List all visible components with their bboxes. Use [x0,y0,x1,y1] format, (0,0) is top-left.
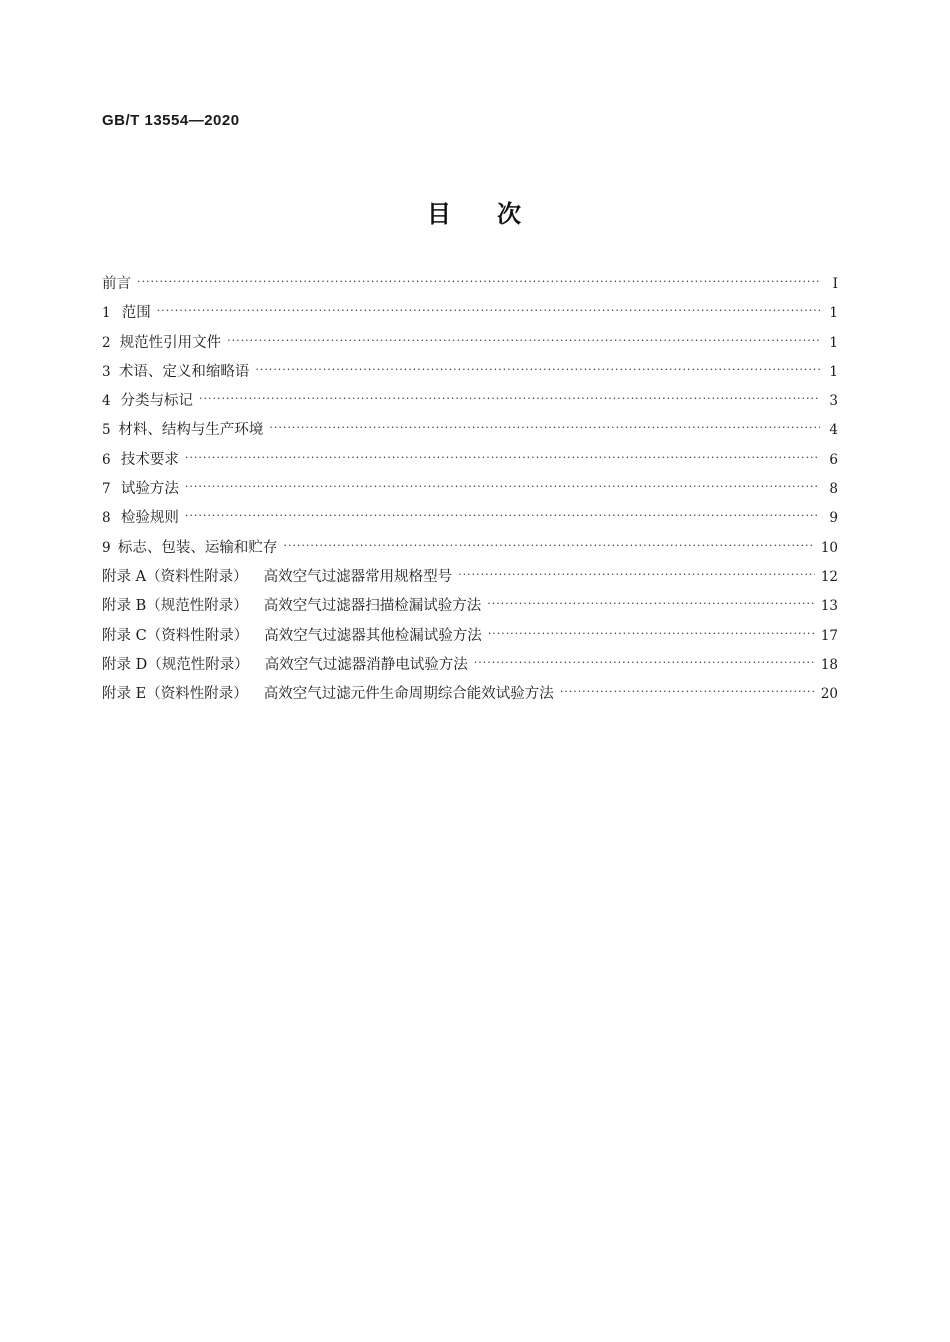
toc-entry-appendix-d[interactable] [102,651,838,680]
toc-entry-9[interactable] [102,534,838,563]
toc-entry-page: 10 [820,539,838,556]
toc-appendix-label: 附录 E（资料性附录） [102,686,248,703]
toc-appendix-label: 附录 D（规范性附录） [102,656,249,673]
toc-title-right: 次 [497,200,523,228]
toc-entry-number: 2 [102,334,111,351]
toc-entry-number: 5 [102,422,111,439]
toc-entry-appendix-b[interactable] [102,592,838,621]
toc-leader-dots [474,648,815,677]
toc-entry-page: 1 [829,363,838,380]
toc-entry-page: 8 [829,481,838,498]
toc-entry-5[interactable] [102,416,838,445]
toc-entry-page: 17 [820,627,838,644]
toc-entry-number: 6 [102,451,111,468]
toc-appendix-title: 高效空气过滤元件生命周期综合能效试验方法 [263,686,554,703]
toc-entry-appendix-c[interactable] [102,622,838,651]
toc-entry-page: 18 [820,656,838,673]
toc-appendix-label: 附录 A（资料性附录） [102,568,248,585]
toc-entry-number: 8 [102,510,111,527]
toc-entry-appendix-a[interactable] [102,563,838,592]
toc-entry-number: 4 [102,393,111,410]
toc-entry-1[interactable] [102,299,838,328]
toc-entry-label: 试验方法 [120,481,179,498]
toc-leader-dots [487,589,815,618]
toc-title [0,194,950,229]
toc-leader-dots [560,677,815,706]
toc-entry-page: 3 [829,393,838,410]
toc-entry-page: 12 [820,568,838,585]
toc-leader-dots [269,413,820,442]
toc-leader-dots [227,326,820,355]
toc-leader-dots [283,531,814,560]
toc-list [102,270,838,709]
toc-entry-7[interactable] [102,475,838,504]
toc-leader-dots [185,443,820,472]
toc-entry-label: 标志、包装、运输和贮存 [117,539,278,556]
toc-appendix-title: 高效空气过滤器消静电试验方法 [264,656,468,673]
toc-entry-appendix-e[interactable] [102,680,838,709]
toc-leader-dots [157,296,820,325]
toc-leader-dots [255,355,820,384]
toc-entry-number: 3 [102,363,111,380]
toc-leader-dots [488,619,815,648]
toc-entry-page: 6 [829,451,838,468]
toc-entry-label: 前言 [102,276,131,292]
toc-entry-label: 规范性引用文件 [119,334,222,351]
toc-entry-label: 范围 [121,305,151,322]
toc-entry-page: 13 [820,598,838,615]
toc-entry-2[interactable] [102,329,838,358]
toc-leader-dots [199,384,820,413]
toc-entry-number: 1 [102,305,111,322]
toc-title-left: 目 [427,200,453,228]
toc-leader-dots [137,267,820,296]
toc-entry-page: 1 [829,305,838,322]
toc-appendix-title: 高效空气过滤器常用规格型号 [263,568,453,585]
toc-entry-4[interactable] [102,387,838,416]
toc-entry-foreword[interactable] [102,270,838,299]
toc-appendix-label: 附录 C（资料性附录） [102,627,249,644]
document-code: GB/T 13554—2020 [102,112,240,129]
toc-appendix-title: 高效空气过滤器其他检漏试验方法 [264,627,482,644]
toc-appendix-title: 高效空气过滤器扫描检漏试验方法 [263,598,482,615]
toc-entry-label: 技术要求 [120,451,179,468]
toc-entry-label: 术语、定义和缩略语 [118,363,250,380]
toc-appendix-label: 附录 B（规范性附录） [102,598,248,615]
toc-entry-page: 4 [829,422,838,439]
toc-entry-label: 材料、结构与生产环境 [118,422,264,439]
toc-entry-page: 9 [829,510,838,527]
toc-entry-page: 1 [829,334,838,351]
toc-entry-label: 检验规则 [120,510,179,527]
toc-entry-number: 9 [102,539,111,556]
toc-leader-dots [185,501,820,530]
toc-entry-label: 分类与标记 [120,393,194,410]
toc-entry-8[interactable] [102,504,838,533]
toc-entry-3[interactable] [102,358,838,387]
toc-entry-number: 7 [102,481,111,498]
toc-leader-dots [185,472,820,501]
toc-entry-page: Ⅰ [832,276,838,292]
toc-entry-page: 20 [820,686,838,703]
toc-entry-6[interactable] [102,446,838,475]
toc-leader-dots [458,560,815,589]
